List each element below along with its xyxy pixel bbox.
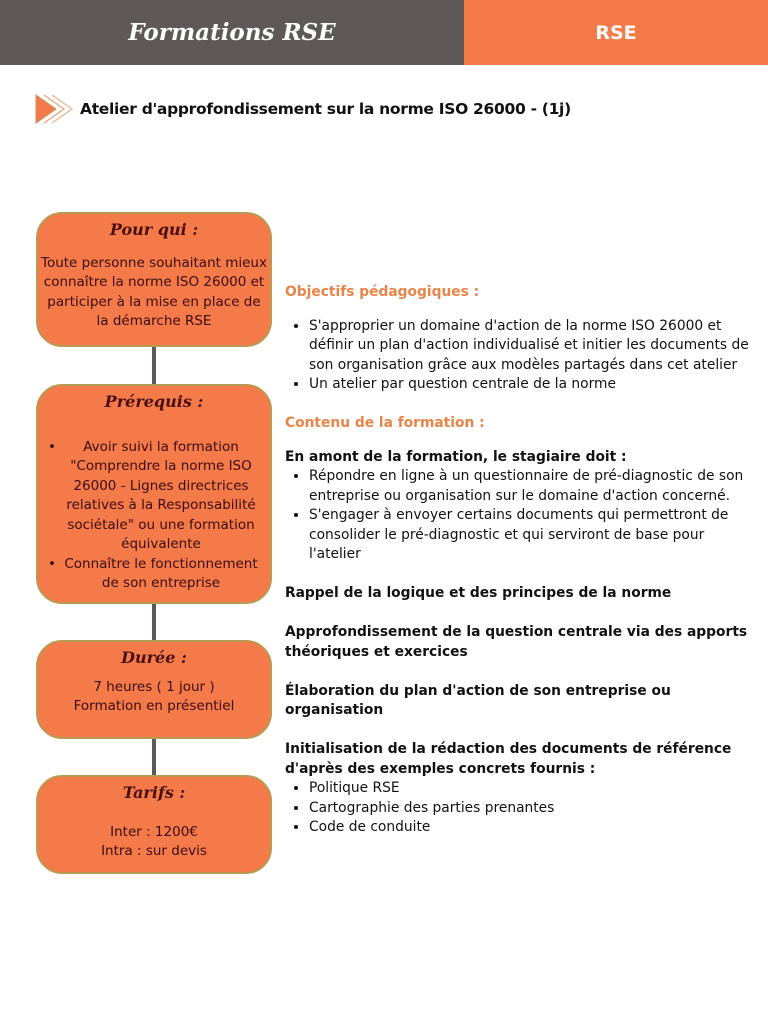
section-heading: Contenu de la formation : xyxy=(285,415,485,431)
title-row xyxy=(34,93,571,125)
subheading: Initialisation de la rédaction des documents de référence d'après des exemples concrets fournis : xyxy=(285,741,732,777)
card-title: Tarifs : xyxy=(122,783,186,802)
main-content xyxy=(285,283,760,838)
connector xyxy=(152,737,156,777)
list-item: • Répondre en ligne à un questionnaire de pré-diagnostic de son entreprise ou organisation sur le domaine d'action concerné. xyxy=(309,467,760,506)
card-text: Intra : sur devis xyxy=(101,843,207,859)
subheading: Élaboration du plan d'action de son entreprise ou organisation xyxy=(285,682,671,718)
card-title: Pour qui : xyxy=(109,220,199,239)
list-item: • Code de conduite xyxy=(309,818,760,838)
card-pour-qui xyxy=(36,212,272,347)
card-title: Prérequis : xyxy=(104,392,204,411)
list-item: • S'engager à envoyer certains documents qui permettront de consolider le pré-diagnostic et qui serviront de base pour l'atelier xyxy=(309,506,760,565)
list-item: • Un atelier par question centrale de la norme xyxy=(309,375,760,395)
section-heading: Objectifs pédagogiques : xyxy=(285,284,480,300)
card-prerequis xyxy=(36,384,272,604)
list-item: • Connaître le fonctionnement de son entreprise xyxy=(42,555,266,594)
card-text: Formation en présentiel xyxy=(73,698,235,714)
subheading: Rappel de la logique et des principes de la norme xyxy=(285,585,672,601)
list-item: • Avoir suivi la formation "Comprendre la norme ISO 26000 - Lignes directrices relatives à la Responsabilité sociétale" ou une formation équivalente xyxy=(42,438,266,555)
header-tag: RSE xyxy=(464,0,768,65)
card-title: Durée : xyxy=(121,648,187,667)
list-item: • Cartographie des parties prenantes xyxy=(309,799,760,819)
card-tarifs xyxy=(36,775,272,874)
double-arrow-icon xyxy=(34,93,74,125)
list-item: • S'approprier un domaine d'action de la norme ISO 26000 et définir un plan d'action individualisé et initier les documents de son organisation grâce aux modèles partagés dans cet atelier xyxy=(309,317,760,376)
card-text: Toute personne souhaitant mieux connaître la norme ISO 26000 et participer à la mise en place de la démarche RSE xyxy=(41,254,267,329)
card-duree xyxy=(36,640,272,739)
card-text: Inter : 1200€ xyxy=(110,823,198,840)
connector xyxy=(152,602,156,642)
list-item: • Politique RSE xyxy=(309,779,760,799)
page-title: Atelier d'approfondissement sur la norme ISO 26000 - (1j) xyxy=(80,100,571,118)
subheading: Approfondissement de la question centrale via des apports théoriques et exercices xyxy=(285,624,748,660)
header-title: Formations RSE xyxy=(0,0,464,65)
card-text: 7 heures ( 1 jour ) xyxy=(93,678,215,695)
connector xyxy=(152,345,156,387)
subheading: En amont de la formation, le stagiaire doit : xyxy=(285,448,627,465)
